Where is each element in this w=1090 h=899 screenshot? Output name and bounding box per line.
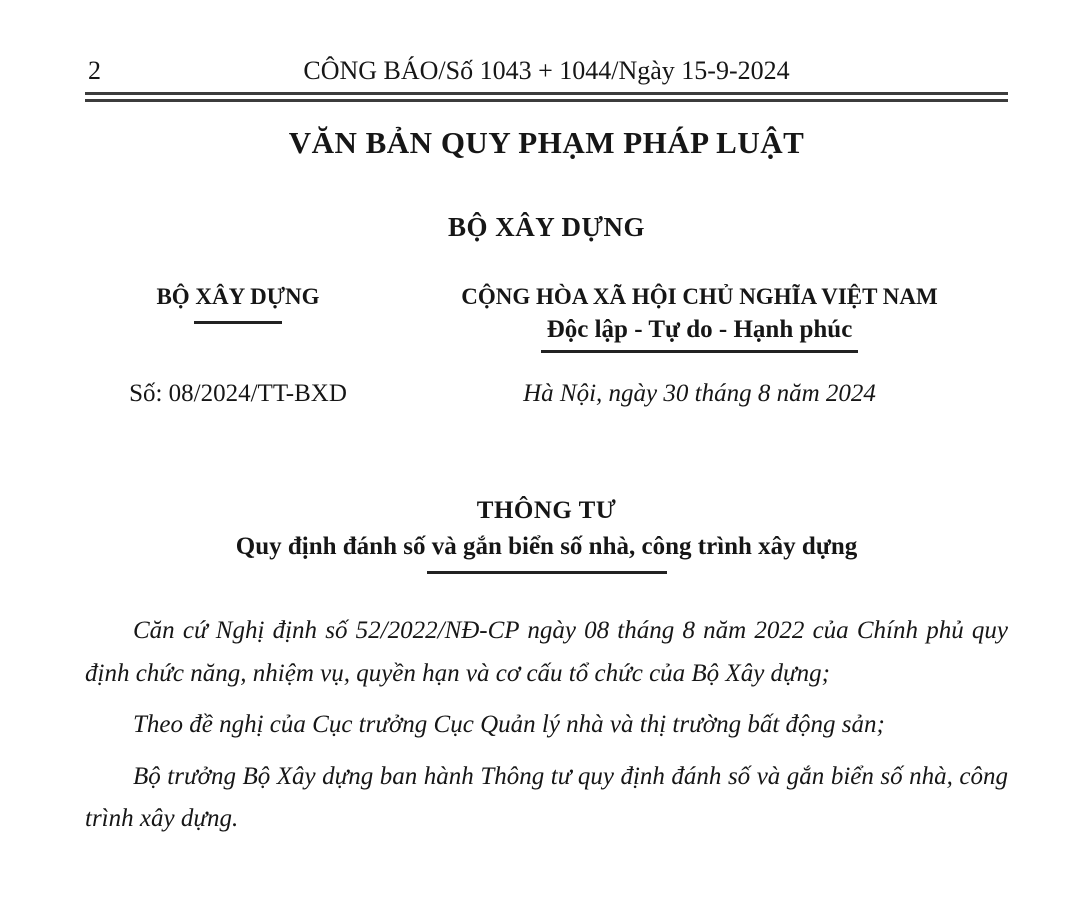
doc-number-date-row — [85, 377, 1008, 411]
letterhead-national-block — [391, 282, 1008, 353]
issuer-name: BỘ XÂY DỰNG — [156, 284, 320, 309]
national-motto: Độc lập - Tự do - Hạnh phúc — [541, 314, 859, 353]
running-head — [85, 54, 1008, 88]
section-title: VĂN BẢN QUY PHẠM PHÁP LUẬT — [288, 125, 805, 160]
doc-heading — [85, 495, 1008, 574]
doc-number: Số: 08/2024/TT-BXD — [129, 380, 347, 407]
header-double-rule — [85, 92, 1008, 102]
doc-title-divider — [427, 571, 667, 574]
running-title: CÔNG BÁO/Số 1043 + 1044/Ngày 15-9-2024 — [303, 56, 790, 85]
gazette-page — [0, 54, 1090, 899]
preamble-paragraph: Theo đề nghị của Cục trưởng Cục Quản lý nhà và thị trường bất động sản; — [133, 711, 885, 738]
page-number: 2 — [88, 56, 101, 85]
letterhead — [85, 282, 1008, 353]
issuer-underline — [194, 321, 282, 324]
ministry-heading: BỘ XÂY DỰNG — [448, 212, 645, 242]
place-date: Hà Nội, ngày 30 tháng 8 năm 2024 — [523, 380, 876, 407]
letterhead-issuer-block — [85, 282, 391, 324]
preamble-paragraph: Bộ trưởng Bộ Xây dựng ban hành Thông tư quy định đánh số và gắn biển số nhà, công trình xây dựng. — [85, 762, 1008, 832]
doc-body — [85, 610, 1008, 841]
national-title: CỘNG HÒA XÃ HỘI CHỦ NGHĨA VIỆT NAM — [461, 284, 938, 309]
preamble-paragraph: Căn cứ Nghị định số 52/2022/NĐ-CP ngày 08 tháng 8 năm 2022 của Chính phủ quy định chức năng, nhiệm vụ, quyền hạn và cơ cấu tổ chức của Bộ Xây dựng; — [85, 617, 1008, 687]
doc-type: THÔNG TƯ — [476, 497, 617, 524]
doc-title: Quy định đánh số và gắn biển số nhà, công trình xây dựng — [235, 533, 858, 560]
